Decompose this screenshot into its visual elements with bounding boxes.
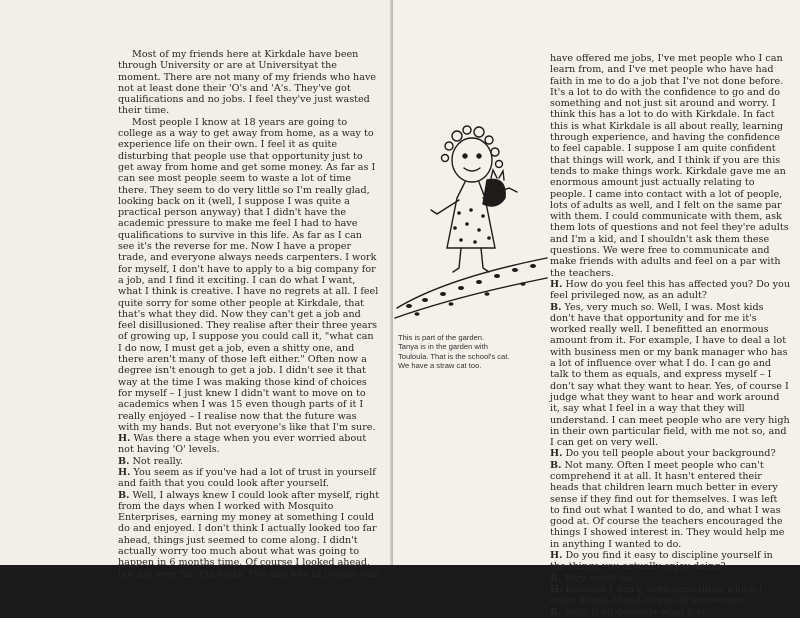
speaker-label: B. [118, 489, 130, 501]
qa-line [118, 456, 380, 467]
speaker-label: H. [118, 466, 131, 478]
qa-text: Not many. Often I meet people who can't comprehend it at all. It hasn't entered their heads that children learn much better in every sense if they find out for themselves. I was left to find out what I wanted to do, and what I was good at. Of course the teachers encouraged the things I showed interest in. They would help me in anything I wanted to do. [550, 459, 785, 550]
left-text-column [118, 49, 380, 580]
qa-line [550, 279, 790, 302]
paragraph-1: Most of my friends here at Kirkdale have been through University or are at Universityat the moment. There are not many of my friends who have not at least done their 'O's and 'A's. They've got qualifications and no jobs. I feel they've just wasted their time. [118, 49, 377, 117]
speaker-label: H. [550, 583, 563, 595]
qa-line [550, 584, 790, 607]
qa-text: Very much so. [564, 572, 633, 584]
qa-line [118, 490, 380, 580]
speaker-label: B. [550, 301, 562, 313]
speaker-label: H. [118, 433, 131, 445]
paragraph-continued: have offered me jobs, I've met people who I can learn from, and I've met people who have had faith in me to do a job that I've not done before. It's a lot to do with the confidence to go and do something and not just sit around and worry. I think this has a lot to do with Kirkdale. In fact this is what Kirkdale is all about really, learning through experience, and having the confidence to feel capable. I suppose I am quite confident that things will work, and I think if you are this tends to make things work. Kirkdale gave me an enormous amount just actually relating to people. I came into contact with a lot of people, lots of adults as well, and I felt on the same par with them. I could communicate with them, ask them lots of questions and not feel they're adults and I'm a kid, and I shouldn't ask them these questions. We were free to communicate and make friends with adults and feel on a par with the teachers. [550, 53, 789, 279]
left-page [0, 0, 392, 580]
speaker-label: H. [550, 448, 563, 460]
child-drawing-icon [387, 118, 552, 328]
qa-text: Do you tell people about your background? [565, 448, 776, 460]
qa-line [550, 573, 790, 584]
caption-line-2: Tanya is in the garden with Touloula. That is the school's cat. We have a straw cat too. [398, 342, 510, 371]
speaker-label: H. [550, 550, 563, 562]
right-text-column [550, 53, 790, 618]
qa-text: Because I don't, even something which I enjoy doing, I tend to put off sometimes. [550, 583, 763, 607]
qa-text: Yes, very much so. Well, I was. Most kids don't have that opportunity and for me it's worked really well. I benefitted an enormous amount from it. For example, I have to deal a lot with business men or my bank manager who has a lot of influence over what I do. I can go and talk to them as equals, and express myself – I don't say what they want to hear. Yes, of course I judge what they want to hear and work around it, say what I feel in a way that they will understand. I can meet people who are very high in their own particular field, with me not so, and I can get on very well. [550, 301, 790, 449]
qa-line [550, 460, 790, 550]
qa-line [550, 607, 790, 618]
qa-text: How do you feel this has affected you? Do you feel privileged now, as an adult? [550, 278, 791, 302]
speaker-label: B. [118, 455, 130, 467]
qa-line [118, 433, 380, 456]
qa-line [550, 302, 790, 449]
speaker-label: B. [550, 572, 562, 584]
speaker-label: H. [550, 278, 563, 290]
qa-line [550, 550, 790, 573]
qa-text: Was there a stage when you ever worried about not having 'O' levels. [118, 433, 367, 456]
figure-caption [398, 333, 516, 371]
qa-text: Well, I always knew I could look after myself, right from the days when I worked with Mosquito Enterprises, earning my money at something I could do and enjoyed. I don't think I actually looked too far ahead, things just seemed to come along. I didn't actually worry too much about what was going to happen in 6 months time. Of course I looked ahead, but not very far. I'm lucky. I've met lots of people who [118, 489, 380, 580]
speaker-label: B. [550, 606, 562, 618]
qa-line [118, 467, 380, 490]
qa-line [550, 448, 790, 459]
paragraph-2: Most people I know at 18 years are going to college as a way to get away from home, as a way to experience life on their own. I feel it as quite disturbing that people use that opportunity just to get away from home and get some money. As far as I can see most people seem to waste a lot of time there. They seem to do very little so I'm really glad, looking back on it (well, I suppose I was quite a practical person anyway) that I didn't have the academic pressure to make me feel I had to have qualifications to survive in this life. As far as I can see it's the reverse for me. Now I have a proper trade, and everyone always needs carpenters. I work for myself, I don't have to apply to a big company for a job, and I find it exciting. I can do what I want, what I think is creative. I have no regrets at all. I feel quite sorry for some other people at Kirkdale, that that's what they did. Now they can't get a job and feel disillusioned. They realise after their three years of growing up, I suppose you could call it, "what can I do now, I must get a job, even a shitty one, and there aren't many of those left either." Often now a degree isn't enough to get a job. I didn't see it that way at the time I was making those kind of choices for myself – I just knew I didn't want to move on to academics when I was 15 even though parts of it I really enjoyed – I realise now that the future was with my hands. But not everyone's like that I'm sure. [118, 116, 379, 433]
caption-line-1: This is part of the garden. [398, 333, 485, 342]
speaker-label: B. [550, 459, 562, 471]
qa-text: Well, it all depends what it is [564, 606, 706, 618]
qa-text: You seem as if you've had a lot of trust in yourself and faith that you could look after yourself. [118, 466, 376, 490]
qa-text: Do you find it easy to discipline yourself in the things you actually enjoy doing? [550, 550, 773, 573]
qa-text: Not really. [132, 455, 183, 467]
